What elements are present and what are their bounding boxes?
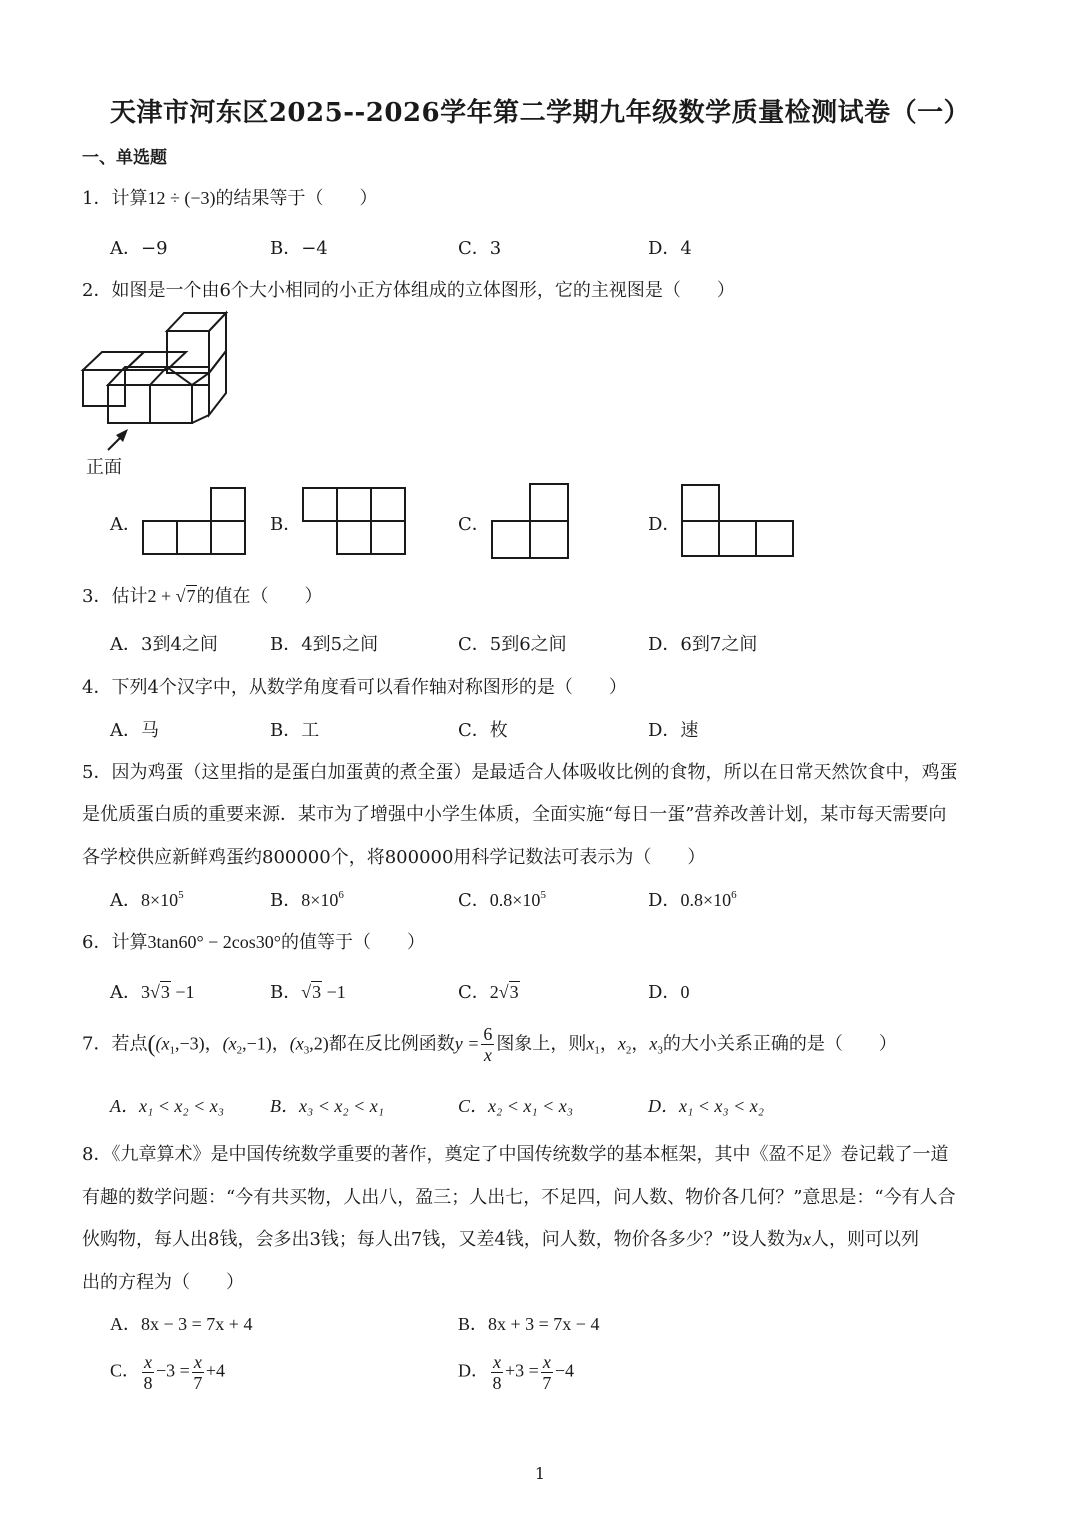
question-2: 2．如图是一个由6个大小相同的小正方体组成的立体图形，它的主视图是（ ） (82, 280, 735, 301)
q4-option-a[interactable]: A．马 (110, 720, 159, 741)
q2-option-a-label[interactable]: A． (110, 514, 141, 535)
q6-expr: 3tan60° − 2cos30° (147, 932, 281, 952)
question-4: 4．下列4个汉字中，从数学角度看可以看作轴对称图形的是（ ） (82, 677, 627, 698)
question-1: 1．计算12 ÷ (−3)的结果等于（ ） (82, 188, 378, 209)
q2-option-d-figure[interactable] (680, 484, 796, 558)
q1-option-a[interactable]: A．−9 (110, 238, 168, 259)
q8-option-d[interactable]: D． $\frac{x}{8}$ +3 = $\frac{x}{7}$ −4 (458, 1352, 574, 1393)
q5-option-d[interactable]: D．$0.8\times 10^6$ (648, 889, 737, 911)
front-label: 正面 (86, 457, 122, 478)
question-5-line-1: 5．因为鸡蛋（这里指的是蛋白加蛋黄的煮全蛋）是最适合人体吸收比例的食物，所以在日常天然饮食中，鸡蛋 (82, 762, 958, 783)
q2-option-a-figure[interactable] (142, 486, 248, 556)
question-5-line-2: 是优质蛋白质的重要来源．某市为了增强中小学生体质，全面实施“每日一蛋”营养改善计划，某市每天需要向 (82, 804, 947, 825)
page-title: 天津市河东区2025--2026学年第二学期九年级数学质量检测试卷（一） (109, 98, 971, 128)
question-8-line-1: 8．《九章算术》是中国传统数学重要的著作，奠定了中国传统数学的基本框架，其中《盈不足》卷记载了一道 (82, 1144, 949, 1165)
q3-option-b[interactable]: B．4到5之间 (270, 634, 379, 655)
q2-option-b-label[interactable]: B． (270, 514, 302, 535)
q2-option-c-label[interactable]: C． (458, 514, 490, 535)
q1-expr: 12 ÷ (−3) (147, 188, 216, 208)
q4-option-c[interactable]: C．枚 (458, 720, 508, 741)
question-8-line-2: 有趣的数学问题：“今有共买物，人出八，盈三；人出七，不足四，问人数、物价各几何？”意思是：“今有人合 (82, 1187, 956, 1208)
question-7: 7．若点($(x_1,-3)$，$(x_2,-1)$，$(x_3,2)$都在反比例函数y = $\frac{6}{x}$ 图象上，则$x_1$，$x_2$，$x_3$的大小关系正确的是（ ） (82, 1024, 897, 1065)
section-heading: 一、单选题 (82, 148, 167, 168)
q3-option-c[interactable]: C．5到6之间 (458, 634, 567, 655)
q2-option-b-figure[interactable] (302, 486, 408, 556)
q7-option-b[interactable]: B．x₃ < x₂ < x₁ (270, 1096, 385, 1116)
q2-option-d-label[interactable]: D． (648, 514, 681, 535)
q4-option-d[interactable]: D．速 (648, 720, 699, 741)
q3-option-d[interactable]: D．6到7之间 (648, 634, 758, 655)
q6-option-b[interactable]: B．√3 −1 (270, 982, 346, 1003)
q7-option-a[interactable]: A．x₁ < x₂ < x₃ (110, 1096, 225, 1116)
question-3: 3．估计2 + √7的值在（ ） (82, 586, 323, 607)
q8-option-c[interactable]: C． $\frac{x}{8}$ −3 = $\frac{x}{7}$ +4 (110, 1352, 225, 1393)
q3-radicand: 7 (186, 586, 196, 606)
q6-option-d[interactable]: D．0 (648, 982, 690, 1003)
question-6: 6．计算3tan60° − 2cos30°的值等于（ ） (82, 932, 425, 953)
question-5-line-3: 各学校供应新鲜鸡蛋约800000个，将800000用科学记数法可表示为（ ） (82, 847, 706, 868)
q1-option-c[interactable]: C．3 (458, 238, 502, 259)
q5-option-c[interactable]: C．$0.8\times 10^5$ (458, 889, 546, 911)
q6-option-c[interactable]: C．2√3 (458, 982, 519, 1003)
q5-option-a[interactable]: A．$8\times 10^5$ (110, 889, 184, 911)
q7-option-c[interactable]: C．x₂ < x₁ < x₃ (458, 1096, 574, 1116)
q4-option-b[interactable]: B．工 (270, 720, 320, 741)
q2-option-c-figure[interactable] (490, 482, 572, 560)
question-8-line-4: 出的方程为（ ） (82, 1272, 244, 1293)
q6-option-a[interactable]: A．3√3 −1 (110, 982, 195, 1003)
q1-option-b[interactable]: B．−4 (270, 238, 328, 259)
q5-option-b[interactable]: B．$8\times 10^6$ (270, 889, 344, 911)
q3-option-a[interactable]: A．3到4之间 (110, 634, 218, 655)
q8-option-b[interactable]: B．8x + 3 = 7x − 4 (458, 1314, 600, 1334)
q7-option-d[interactable]: D．x₁ < x₃ < x₂ (648, 1096, 765, 1116)
question-8-line-3: 伙购物，每人出8钱，会多出3钱；每人出7钱，又差4钱，问人数，物价各多少？”设人数为x人，则可以列 (82, 1229, 920, 1250)
q1-option-d[interactable]: D．4 (648, 238, 692, 259)
q8-option-a[interactable]: A．8x − 3 = 7x + 4 (110, 1314, 253, 1334)
page-number: 1 (534, 1464, 546, 1483)
